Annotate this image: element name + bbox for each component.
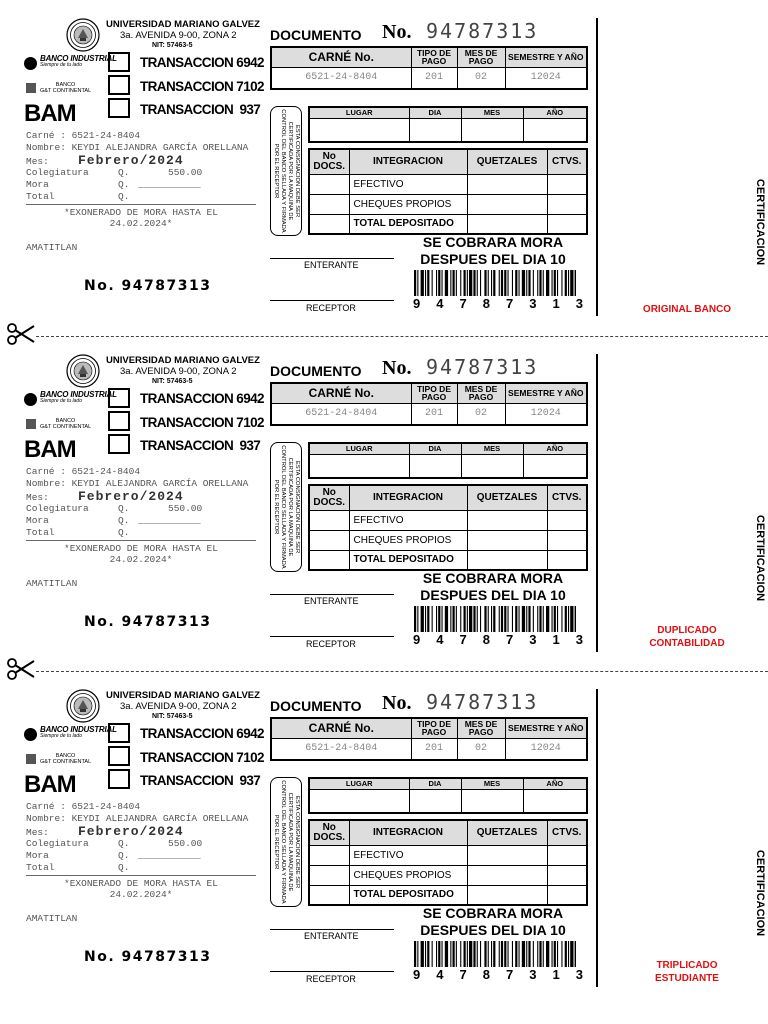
receptor-label: RECEPTOR	[306, 303, 356, 313]
gyt-continental-icon	[26, 419, 36, 429]
integration-table	[308, 484, 588, 571]
carne-line: Carné : 6521-24-8404	[26, 130, 141, 141]
barcode-digit: 3	[529, 296, 537, 311]
transaction-checkbox-937[interactable]	[108, 769, 130, 789]
cell-docs-efectivo[interactable]	[309, 174, 349, 194]
mora-value: ___________	[138, 179, 201, 190]
header-ctvs: CTVS.	[547, 820, 587, 845]
transaction-label-7102: TRANSACCION 7102	[140, 750, 264, 765]
barcode-digit: 9	[413, 632, 421, 647]
header-mes: MES	[461, 107, 523, 118]
cell-quetzales-cheques[interactable]	[467, 530, 547, 550]
header-carne: CARNÉ No.	[271, 718, 411, 738]
copy-designation	[628, 624, 746, 650]
barcode-digit: 3	[529, 632, 537, 647]
transaction-label-937: TRANSACCION 937	[140, 438, 261, 453]
cell-quetzales-total[interactable]	[467, 885, 547, 905]
copy-designation	[628, 959, 746, 985]
mes-label: Mes:	[26, 492, 49, 503]
header-integracion: INTEGRACION	[349, 485, 467, 510]
header-mes-pago: MES DE PAGO	[457, 383, 505, 403]
university-seal-icon	[66, 18, 100, 52]
header-lugar: LUGAR	[309, 778, 409, 789]
cell-tipo-pago: 201	[411, 67, 457, 89]
barcode-icon	[414, 606, 576, 632]
certification-note-box	[270, 106, 302, 236]
transaction-label-937: TRANSACCION 937	[140, 773, 261, 788]
cell-docs-cheques[interactable]	[309, 865, 349, 885]
barcode-digit: 7	[459, 967, 467, 982]
cell-ctvs-efectivo[interactable]	[547, 845, 587, 865]
gyt-line-1: BANCO	[55, 418, 76, 424]
cut-line	[0, 657, 768, 681]
header-anio: AÑO	[523, 107, 587, 118]
transaction-checkbox-6942[interactable]	[108, 723, 130, 743]
total-label: Total	[26, 862, 55, 873]
barcode-digit: 1	[552, 632, 560, 647]
row-cheques: CHEQUES PROPIOS	[349, 530, 467, 550]
enterante-label: ENTERANTE	[304, 931, 359, 941]
colegiatura-q: Q.	[118, 838, 130, 849]
header-lugar: LUGAR	[309, 107, 409, 118]
barcode-digit: 4	[436, 967, 444, 982]
header-quetzales: QUETZALES	[467, 820, 547, 845]
mes-label: Mes:	[26, 156, 49, 167]
cell-dia[interactable]	[409, 789, 461, 813]
header-semestre: SEMESTRE Y AÑO	[505, 383, 587, 403]
cell-mes[interactable]	[461, 118, 523, 142]
mora-value: ___________	[138, 850, 201, 861]
no-label: No.	[382, 692, 412, 714]
cell-tipo-pago: 201	[411, 403, 457, 425]
mora-q: Q.	[118, 515, 130, 526]
barcode-digits	[413, 632, 583, 647]
certificacion-label: CERTIFICACION	[754, 849, 766, 937]
barcode-digit: 4	[436, 632, 444, 647]
row-cheques: CHEQUES PROPIOS	[349, 194, 467, 214]
row-efectivo: EFECTIVO	[349, 174, 467, 194]
vertical-divider	[596, 354, 598, 652]
university-seal-icon	[66, 689, 100, 723]
cell-ctvs-cheques[interactable]	[547, 865, 587, 885]
cut-line	[0, 322, 768, 346]
cell-quetzales-cheques[interactable]	[467, 865, 547, 885]
cell-docs-efectivo[interactable]	[309, 845, 349, 865]
transaction-label-7102: TRANSACCION 7102	[140, 79, 264, 94]
header-ctvs: CTVS.	[547, 149, 587, 174]
barcode-icon	[414, 270, 576, 296]
scissors-icon	[6, 322, 36, 346]
enterante-signature-line	[270, 929, 394, 930]
header-quetzales: QUETZALES	[467, 485, 547, 510]
colegiatura-q: Q.	[118, 503, 130, 514]
row-total: TOTAL DEPOSITADO	[349, 550, 467, 570]
transaction-checkbox-7102[interactable]	[108, 75, 130, 95]
exonerado-line-2: 24.02.2024*	[109, 889, 173, 900]
gyt-line-2: G&T CONTINENTAL	[40, 759, 92, 765]
cell-carne: 6521-24-8404	[271, 738, 411, 760]
barcode-digit: 7	[506, 967, 514, 982]
document-number: 94787313	[426, 355, 539, 379]
mora-notice-line-1: SE COBRARA MORA	[422, 905, 564, 921]
barcode-digits	[413, 296, 583, 311]
dashed-line	[36, 671, 768, 672]
mora-value: ___________	[138, 515, 201, 526]
no-label: No.	[382, 357, 412, 379]
exonerado-line-1: *EXONERADO DE MORA HASTA EL	[64, 878, 218, 889]
exonerado-line-2: 24.02.2024*	[109, 218, 173, 229]
cell-docs-cheques[interactable]	[309, 530, 349, 550]
certification-note: ESTA CONSIGNACION DEBE SER CERTIFICADA POR LA MAQUINA DE CONTROL DEL BANCO SELLADA Y FIRMADA POR EL RECEPTOR	[273, 109, 300, 233]
certificacion-label: CERTIFICACION	[754, 178, 766, 266]
cell-lugar[interactable]	[309, 118, 409, 142]
integration-table	[308, 148, 588, 235]
banco-industrial-name: BANCO INDUSTRIAL	[40, 725, 117, 734]
nombre-line: Nombre: KEYDI ALEJANDRA GARCÍA ORELLANA	[26, 813, 249, 824]
cell-ctvs-efectivo[interactable]	[547, 510, 587, 530]
bam-logo: BAM	[24, 436, 76, 463]
certification-note-box	[270, 777, 302, 907]
cell-semestre: 12024	[505, 403, 587, 425]
university-nit: NIT: 57463-5	[152, 42, 193, 49]
city: AMATITLAN	[26, 242, 78, 253]
gyt-line-1: BANCO	[55, 82, 76, 88]
payment-slip	[0, 18, 768, 338]
mora-notice	[398, 905, 588, 939]
certification-note-box	[270, 442, 302, 572]
banco-industrial-icon	[24, 728, 37, 741]
row-total: TOTAL DEPOSITADO	[349, 885, 467, 905]
barcode-digit: 3	[575, 632, 583, 647]
mora-notice-line-1: SE COBRARA MORA	[422, 234, 564, 250]
header-tipo-pago: TIPO DE PAGO	[411, 718, 457, 738]
date-place-table	[308, 777, 588, 814]
no-label: No.	[382, 21, 412, 43]
certificacion-area	[745, 843, 768, 943]
mora-label: Mora	[26, 850, 49, 861]
receipt-number: No. 94787313	[84, 278, 212, 294]
banco-industrial-tagline: Siempre de tu lado	[40, 398, 82, 404]
nombre-line: Nombre: KEYDI ALEJANDRA GARCÍA ORELLANA	[26, 478, 249, 489]
scissors-icon	[6, 657, 36, 681]
vertical-divider	[596, 18, 598, 316]
row-cheques: CHEQUES PROPIOS	[349, 865, 467, 885]
barcode-digits	[413, 967, 583, 982]
university-name: UNIVERSIDAD MARIANO GALVEZ	[106, 355, 260, 366]
university-address: 3a. AVENIDA 9-00, ZONA 2	[120, 30, 237, 41]
header-semestre: SEMESTRE Y AÑO	[505, 718, 587, 738]
colegiatura-value: 550.00	[168, 167, 203, 178]
barcode-icon	[414, 941, 576, 967]
certificacion-label: CERTIFICACION	[754, 514, 766, 602]
header-ctvs: CTVS.	[547, 485, 587, 510]
date-place-table	[308, 442, 588, 479]
payment-slip	[0, 689, 768, 1009]
transaction-label-6942: TRANSACCION 6942	[140, 391, 264, 406]
barcode-digit: 8	[482, 632, 490, 647]
mora-notice	[398, 570, 588, 604]
cell-mes-pago: 02	[457, 738, 505, 760]
cell-ctvs-total[interactable]	[547, 885, 587, 905]
transaction-checkbox-7102[interactable]	[108, 411, 130, 431]
exonerado-line-2: 24.02.2024*	[109, 554, 173, 565]
cell-semestre: 12024	[505, 738, 587, 760]
cell-quetzales-efectivo[interactable]	[467, 174, 547, 194]
gyt-continental-icon	[26, 83, 36, 93]
copy-line-2: CONTABILIDAD	[649, 638, 725, 649]
documento-label: DOCUMENTO	[270, 363, 362, 379]
cell-mes[interactable]	[461, 454, 523, 478]
barcode-digit: 7	[506, 296, 514, 311]
copy-line-1: DUPLICADO	[657, 625, 717, 636]
certification-note: ESTA CONSIGNACION DEBE SER CERTIFICADA POR LA MAQUINA DE CONTROL DEL BANCO SELLADA Y FIRMADA POR EL RECEPTOR	[273, 780, 300, 904]
header-carne: CARNÉ No.	[271, 383, 411, 403]
colegiatura-label: Colegiatura	[26, 503, 89, 514]
university-name: UNIVERSIDAD MARIANO GALVEZ	[106, 690, 260, 701]
divider	[26, 204, 256, 205]
integration-table	[308, 819, 588, 906]
cell-anio[interactable]	[523, 454, 587, 478]
header-dia: DIA	[409, 778, 461, 789]
transaction-label-937: TRANSACCION 937	[140, 102, 261, 117]
barcode-digit: 3	[529, 967, 537, 982]
cell-ctvs-cheques[interactable]	[547, 530, 587, 550]
mora-notice-line-2: DESPUES DEL DIA 10	[420, 587, 566, 603]
cell-ctvs-efectivo[interactable]	[547, 174, 587, 194]
cell-lugar[interactable]	[309, 454, 409, 478]
total-q: Q.	[118, 862, 130, 873]
mes-label: Mes:	[26, 827, 49, 838]
mes-value: Febrero/2024	[78, 824, 184, 839]
university-nit: NIT: 57463-5	[152, 713, 193, 720]
barcode-digit: 3	[575, 967, 583, 982]
header-dia: DIA	[409, 443, 461, 454]
cell-quetzales-total[interactable]	[467, 214, 547, 234]
copy-designation	[628, 303, 746, 316]
exonerado-line-1: *EXONERADO DE MORA HASTA EL	[64, 207, 218, 218]
cell-tipo-pago: 201	[411, 738, 457, 760]
row-efectivo: EFECTIVO	[349, 510, 467, 530]
cell-carne: 6521-24-8404	[271, 67, 411, 89]
cell-docs-total[interactable]	[309, 550, 349, 570]
certification-note: ESTA CONSIGNACION DEBE SER CERTIFICADA POR LA MAQUINA DE CONTROL DEL BANCO SELLADA Y FIRMADA POR EL RECEPTOR	[273, 445, 300, 569]
mora-q: Q.	[118, 179, 130, 190]
gyt-line-2: G&T CONTINENTAL	[40, 88, 92, 94]
barcode-digit: 7	[506, 632, 514, 647]
total-label: Total	[26, 191, 55, 202]
cell-lugar[interactable]	[309, 789, 409, 813]
cell-ctvs-total[interactable]	[547, 214, 587, 234]
transaction-checkbox-6942[interactable]	[108, 388, 130, 408]
barcode-digit: 7	[459, 296, 467, 311]
header-integracion: INTEGRACION	[349, 820, 467, 845]
city: AMATITLAN	[26, 913, 78, 924]
header-carne: CARNÉ No.	[271, 47, 411, 67]
cell-mes-pago: 02	[457, 67, 505, 89]
banco-industrial-icon	[24, 57, 37, 70]
cell-mes-pago: 02	[457, 403, 505, 425]
cell-ctvs-total[interactable]	[547, 550, 587, 570]
bam-logo: BAM	[24, 100, 76, 127]
enterante-label: ENTERANTE	[304, 260, 359, 270]
gyt-continental-icon	[26, 754, 36, 764]
receptor-signature-line	[270, 636, 394, 637]
header-no-docs: No DOCS.	[309, 820, 349, 845]
barcode-digit: 3	[575, 296, 583, 311]
header-mes: MES	[461, 443, 523, 454]
header-dia: DIA	[409, 107, 461, 118]
date-place-table	[308, 106, 588, 143]
cell-docs-efectivo[interactable]	[309, 510, 349, 530]
total-q: Q.	[118, 191, 130, 202]
header-mes-pago: MES DE PAGO	[457, 47, 505, 67]
enterante-signature-line	[270, 258, 394, 259]
header-mes: MES	[461, 778, 523, 789]
gyt-line-2: G&T CONTINENTAL	[40, 424, 92, 430]
payment-info-table	[270, 382, 588, 426]
certificacion-area	[745, 508, 768, 608]
mora-label: Mora	[26, 515, 49, 526]
cell-semestre: 12024	[505, 67, 587, 89]
copy-line-1: ORIGINAL BANCO	[642, 304, 732, 315]
carne-line: Carné : 6521-24-8404	[26, 801, 141, 812]
banco-industrial-name: BANCO INDUSTRIAL	[40, 390, 117, 399]
gyt-line-1: BANCO	[55, 753, 76, 759]
mora-label: Mora	[26, 179, 49, 190]
cell-quetzales-total[interactable]	[467, 550, 547, 570]
receptor-label: RECEPTOR	[306, 639, 356, 649]
cell-docs-cheques[interactable]	[309, 194, 349, 214]
mora-notice-line-2: DESPUES DEL DIA 10	[420, 251, 566, 267]
transaction-checkbox-6942[interactable]	[108, 52, 130, 72]
banco-industrial-tagline: Siempre de tu lado	[40, 62, 82, 68]
barcode-digit: 7	[459, 632, 467, 647]
mora-q: Q.	[118, 850, 130, 861]
barcode-digit: 8	[482, 967, 490, 982]
divider	[26, 875, 256, 876]
university-name: UNIVERSIDAD MARIANO GALVEZ	[106, 19, 260, 30]
banco-industrial-name: BANCO INDUSTRIAL	[40, 54, 117, 63]
receptor-label: RECEPTOR	[306, 974, 356, 984]
documento-label: DOCUMENTO	[270, 27, 362, 43]
payment-info-table	[270, 717, 588, 761]
dashed-line	[36, 336, 768, 337]
enterante-signature-line	[270, 594, 394, 595]
copy-line-2: ESTUDIANTE	[655, 973, 719, 984]
colegiatura-q: Q.	[118, 167, 130, 178]
cell-anio[interactable]	[523, 118, 587, 142]
divider	[26, 540, 256, 541]
documento-label: DOCUMENTO	[270, 698, 362, 714]
colegiatura-label: Colegiatura	[26, 167, 89, 178]
header-anio: AÑO	[523, 778, 587, 789]
receipt-number: No. 94787313	[84, 949, 212, 965]
barcode-digit: 9	[413, 296, 421, 311]
cell-quetzales-efectivo[interactable]	[467, 510, 547, 530]
certificacion-area	[745, 172, 768, 272]
copy-line-1: TRIPLICADO	[656, 960, 718, 971]
enterante-label: ENTERANTE	[304, 596, 359, 606]
header-quetzales: QUETZALES	[467, 149, 547, 174]
exonerado-line-1: *EXONERADO DE MORA HASTA EL	[64, 543, 218, 554]
cell-carne: 6521-24-8404	[271, 403, 411, 425]
bam-logo: BAM	[24, 771, 76, 798]
header-integracion: INTEGRACION	[349, 149, 467, 174]
payment-info-table	[270, 46, 588, 90]
header-mes-pago: MES DE PAGO	[457, 718, 505, 738]
cell-quetzales-efectivo[interactable]	[467, 845, 547, 865]
cell-docs-total[interactable]	[309, 885, 349, 905]
vertical-divider	[596, 689, 598, 987]
receipt-number: No. 94787313	[84, 614, 212, 630]
cell-ctvs-cheques[interactable]	[547, 194, 587, 214]
transaction-checkbox-937[interactable]	[108, 434, 130, 454]
header-no-docs: No DOCS.	[309, 149, 349, 174]
transaction-label-7102: TRANSACCION 7102	[140, 415, 264, 430]
mes-value: Febrero/2024	[78, 489, 184, 504]
row-total: TOTAL DEPOSITADO	[349, 214, 467, 234]
header-anio: AÑO	[523, 443, 587, 454]
transaction-checkbox-937[interactable]	[108, 98, 130, 118]
payment-slip	[0, 354, 768, 674]
transaction-checkbox-7102[interactable]	[108, 746, 130, 766]
mora-notice-line-1: SE COBRARA MORA	[422, 570, 564, 586]
receptor-signature-line	[270, 300, 394, 301]
university-address: 3a. AVENIDA 9-00, ZONA 2	[120, 366, 237, 377]
colegiatura-value: 550.00	[168, 503, 203, 514]
barcode-digit: 9	[413, 967, 421, 982]
cell-anio[interactable]	[523, 789, 587, 813]
colegiatura-value: 550.00	[168, 838, 203, 849]
colegiatura-label: Colegiatura	[26, 838, 89, 849]
transaction-label-6942: TRANSACCION 6942	[140, 726, 264, 741]
total-label: Total	[26, 527, 55, 538]
city: AMATITLAN	[26, 578, 78, 589]
mora-notice	[398, 234, 588, 268]
cell-dia[interactable]	[409, 118, 461, 142]
document-number: 94787313	[426, 690, 539, 714]
document-number: 94787313	[426, 19, 539, 43]
university-seal-icon	[66, 354, 100, 388]
cell-quetzales-cheques[interactable]	[467, 194, 547, 214]
cell-dia[interactable]	[409, 454, 461, 478]
carne-line: Carné : 6521-24-8404	[26, 466, 141, 477]
banco-industrial-tagline: Siempre de tu lado	[40, 733, 82, 739]
total-q: Q.	[118, 527, 130, 538]
receptor-signature-line	[270, 971, 394, 972]
cell-docs-total[interactable]	[309, 214, 349, 234]
row-efectivo: EFECTIVO	[349, 845, 467, 865]
nombre-line: Nombre: KEYDI ALEJANDRA GARCÍA ORELLANA	[26, 142, 249, 153]
barcode-digit: 1	[552, 967, 560, 982]
mes-value: Febrero/2024	[78, 153, 184, 168]
university-nit: NIT: 57463-5	[152, 378, 193, 385]
header-tipo-pago: TIPO DE PAGO	[411, 47, 457, 67]
barcode-digit: 1	[552, 296, 560, 311]
cell-mes[interactable]	[461, 789, 523, 813]
header-semestre: SEMESTRE Y AÑO	[505, 47, 587, 67]
header-tipo-pago: TIPO DE PAGO	[411, 383, 457, 403]
barcode-digit: 8	[482, 296, 490, 311]
transaction-label-6942: TRANSACCION 6942	[140, 55, 264, 70]
header-no-docs: No DOCS.	[309, 485, 349, 510]
mora-notice-line-2: DESPUES DEL DIA 10	[420, 922, 566, 938]
banco-industrial-icon	[24, 393, 37, 406]
university-address: 3a. AVENIDA 9-00, ZONA 2	[120, 701, 237, 712]
barcode-digit: 4	[436, 296, 444, 311]
header-lugar: LUGAR	[309, 443, 409, 454]
